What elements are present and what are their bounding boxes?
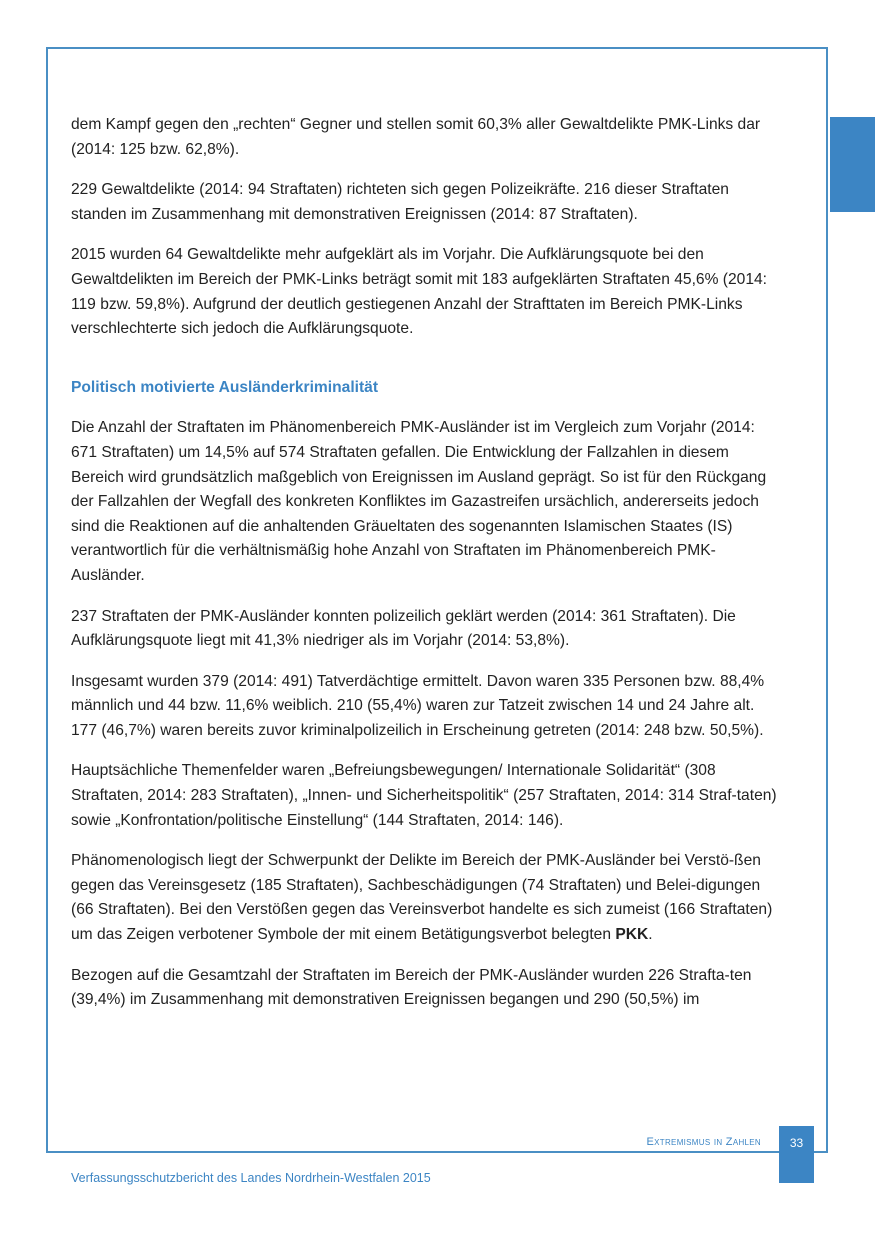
paragraph: Bezogen auf die Gesamtzahl der Straftaten im Bereich der PMK-Ausländer wurden 226 Strafta-ten (39,4%) im Zusammenhang mit demonstrativen Ereignissen begangen und 290 (50,5%) im (71, 966, 752, 1009)
paragraph: Hauptsächliche Themenfelder waren „Befreiungsbewegungen/ Internationale Solidarität“ (308 Straftaten, 2014: 283 Straftaten), „Innen- und Sicherheitspolitik“ (257 Straftaten, 2014: 314 Straf-taten) sowie „Konfrontation/politische Einstellung“ (144 Straftaten, 2014: 146). (71, 762, 777, 829)
page-number-box (779, 1126, 814, 1183)
chapter-tab-marker (830, 117, 875, 212)
paragraph: 229 Gewaltdelikte (2014: 94 Straftaten) richteten sich gegen Polizeikräfte. 216 dieser Straftaten standen im Zusammenhang mit demonstrativen Ereignissen (2014: 87 Straftaten). (71, 181, 729, 223)
page-number: 33 (789, 1136, 804, 1150)
paragraph: Die Anzahl der Straftaten im Phänomenbereich PMK-Ausländer ist im Vergleich zum Vorjahr (2014: 671 Straftaten) um 14,5% auf 574 Straftaten gefallen. Die Entwicklung der Fallzahlen in diesem Bereich wird grundsätzlich maßgeblich von Ereignissen im Ausland geprägt. So ist für den Rückgang der Fallzahlen der Wegfall des konkreten Konfliktes im Gazastreifen ursächlich, andererseits jedoch sind die Reaktionen auf die anhaltenden Gräueltaten des sogenannten Islamischen Staates (IS) verantwortlich für die verhältnismäßig hohe Anzahl von Straftaten im Phänomenbereich PMK-Ausländer. (71, 419, 767, 584)
paragraph: 2015 wurden 64 Gewaltdelikte mehr aufgeklärt als im Vorjahr. Die Aufklärungsquote bei den Gewaltdelikten im Bereich der PMK-Links beträgt somit mit 183 aufgeklärten Straftaten 45,6% (2014: 119 bzw. 59,8%). Aufgrund der deutlich gestiegenen Anzahl der Strafttaten im Bereich PMK-Links verschlechterte sich jedoch die Aufklärungsquote. (71, 246, 768, 338)
paragraph: 237 Straftaten der PMK-Ausländer konnten polizeilich geklärt werden (2014: 361 Straftaten). Die Aufklärungsquote liegt mit 41,3% niedriger als im Vorjahr (2014: 53,8%). (71, 607, 736, 650)
paragraph: dem Kampf gegen den „rechten“ Gegner und stellen somit 60,3% aller Gewaltdelikte PMK-Links dar (2014: 125 bzw. 62,8%). (71, 116, 761, 158)
footer-section-label: Extremismus in Zahlen (646, 1136, 761, 1148)
main-text (71, 113, 783, 1029)
paragraph-pkk-end: . (648, 926, 653, 944)
publication-title: Verfassungsschutzbericht des Landes Nordrhein-Westfalen 2015 (71, 1171, 431, 1185)
paragraph: Insgesamt wurden 379 (2014: 491) Tatverdächtige ermittelt. Davon waren 335 Personen bzw. 88,4% männlich und 44 bzw. 11,6% weiblich. 210 (55,4%) waren zur Tatzeit zwischen 14 und 24 Jahre alt. 177 (46,7%) waren bereits zuvor kriminalpolizeilich in Erscheinung getreten (2014: 248 bzw. 50,5%). (71, 672, 765, 739)
pkk-bold: PKK (615, 926, 649, 944)
section-heading: Politisch motivierte Ausländerkriminalität (71, 378, 379, 396)
paragraph-pkk (71, 849, 783, 947)
paragraph-pkk-text: Phänomenologisch liegt der Schwerpunkt der Delikte im Bereich der PMK-Ausländer bei Verstö-ßen gegen das Vereinsgesetz (185 Straftaten), Sachbeschädigungen (74 Straftaten) und Belei-digungen (66 Straftaten). Bei den Verstößen gegen das Vereinsverbot handelte es sich zumeist (166 Straftaten) um das Zeigen verbotener Symbole der mit einem Betätigungsverbot belegten (71, 852, 773, 944)
